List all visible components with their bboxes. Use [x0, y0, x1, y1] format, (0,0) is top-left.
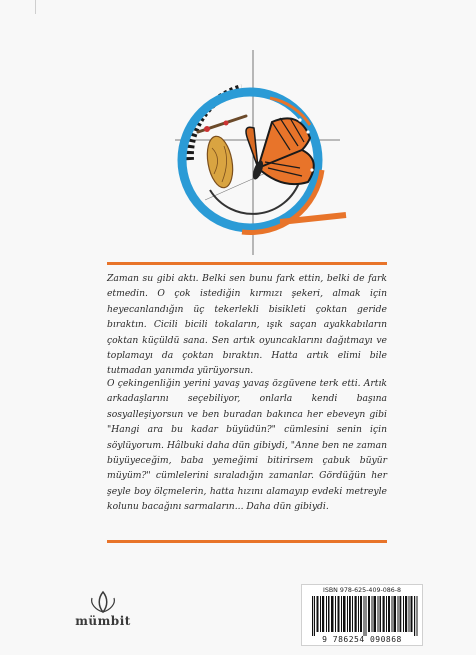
trim-mark	[35, 0, 36, 14]
publisher-logo-icon	[68, 588, 138, 616]
barcode-label	[301, 584, 423, 646]
bottom-divider	[107, 540, 387, 543]
top-divider	[107, 262, 387, 265]
blurb-paragraph-2: O çekingenliğin yerini yavaş yavaş özgüvene terk etti. Artık arkadaşlarını seçebiliyor, onlarla kendi başına sosyalleşiyorsun ve ben buradan bakınca her ebeveyn gibi "Hangi ara bu kadar büyüdün?" cümlesini senin için söylüyorum. Hâlbuki daha dün gibiydi, "Anne ben ne zaman büyüyeceğim, baba yemeğimi bitirirsem çabuk büyür müyüm?" cümlelerini sıraladığın zamanlar. Gördüğün her şeyle boy ölçmelerin, hatta hızını alamayıp evdeki metreyle kolunu bacağını sarmaların... Daha dün gibiydi.	[107, 378, 387, 513]
isbn-text: ISBN 978-625-409-086-8	[322, 587, 402, 594]
publisher-name: mümbit	[75, 614, 131, 628]
barcode-digits: 9 786254 090868	[322, 635, 402, 644]
butterfly-chrysalis-illustration	[150, 50, 350, 260]
butterfly-icon	[246, 118, 314, 184]
publisher-logo	[68, 588, 138, 640]
barcode-icon	[312, 596, 418, 636]
blurb-paragraph-1: Zaman su gibi aktı. Belki sen bunu fark ettin, belki de fark etmedin. O çok istediğin kırmızı şekeri, almak için heyecanlandığın üç tekerlekli bisikleti çoktan geride bıraktın. Cicili bicili tokaların, ışık saçan ayakkabıların çoktan küçüldü sana. Sen artık oyuncaklarını dağıtmayı ve toplamayı da çoktan bıraktın. Hatta artık elimi bile tutmadan yanımda yürüyorsun.	[107, 273, 387, 377]
